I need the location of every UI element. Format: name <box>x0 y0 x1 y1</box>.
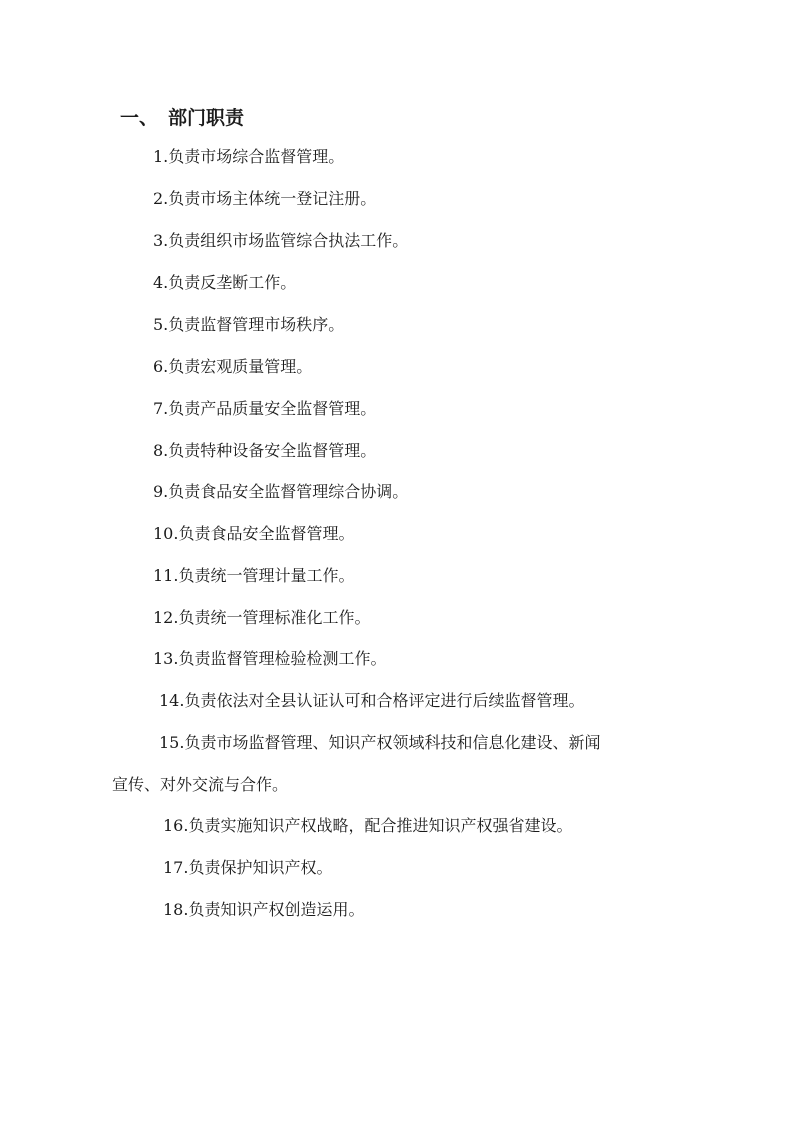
duty-number: 14. <box>159 691 185 710</box>
duty-text: 负责监督管理检验检测工作。 <box>178 649 387 668</box>
duty-number: 2. <box>153 189 169 208</box>
duty-number: 16. <box>163 816 189 835</box>
duty-item <box>153 388 376 430</box>
duty-item <box>153 513 354 555</box>
duty-text: 负责统一管理标准化工作。 <box>178 608 371 627</box>
duty-text: 负责市场监督管理、知识产权领域科技和信息化建设、新闻 <box>184 733 601 752</box>
duty-text: 负责宏观质量管理。 <box>168 357 313 376</box>
duty-text: 负责特种设备安全监督管理。 <box>168 441 377 460</box>
duty-item <box>153 346 312 388</box>
duty-text: 负责监督管理市场秩序。 <box>168 315 345 334</box>
duty-item <box>153 178 376 220</box>
duty-item <box>112 722 729 806</box>
duty-item <box>163 847 332 889</box>
duty-number: 9. <box>153 482 169 501</box>
duty-number: 17. <box>163 858 189 877</box>
duty-item <box>153 430 376 472</box>
duty-text: 负责统一管理计量工作。 <box>178 566 355 585</box>
duty-number: 12. <box>153 608 179 627</box>
duty-item <box>153 136 344 178</box>
duty-number: 7. <box>153 399 169 418</box>
duty-number: 1. <box>153 147 169 166</box>
duty-item <box>153 471 408 513</box>
duty-item <box>163 805 572 847</box>
duty-text: 负责保护知识产权。 <box>188 858 333 877</box>
duty-text: 负责食品安全监督管理。 <box>178 524 355 543</box>
duty-text: 负责依法对全县认证认可和合格评定进行后续监督管理。 <box>184 691 585 710</box>
duty-text: 负责实施知识产权战略，配合推进知识产权强省建设。 <box>188 816 573 835</box>
duty-number: 4. <box>153 273 169 292</box>
duty-item <box>153 597 370 639</box>
duty-number: 13. <box>153 649 179 668</box>
duty-item <box>153 638 386 680</box>
duty-item <box>163 889 364 931</box>
duty-item <box>159 680 584 722</box>
duty-text: 负责组织市场监管综合执法工作。 <box>168 231 409 250</box>
duty-text: 负责产品质量安全监督管理。 <box>168 399 377 418</box>
duty-text: 负责市场主体统一登记注册。 <box>168 189 377 208</box>
duty-number: 3. <box>153 231 169 250</box>
duty-item <box>153 555 354 597</box>
section-number: 一、 <box>120 107 159 129</box>
section-title: 部门职责 <box>168 107 245 129</box>
duty-text: 负责市场综合监督管理。 <box>168 147 345 166</box>
duty-item <box>153 304 344 346</box>
duty-item <box>153 262 296 304</box>
duty-number: 10. <box>153 524 179 543</box>
duty-text-continued: 宣传、对外交流与合作。 <box>112 775 289 794</box>
duty-text: 负责食品安全监督管理综合协调。 <box>168 482 409 501</box>
duty-text: 负责反垄断工作。 <box>168 273 297 292</box>
duty-number: 8. <box>153 441 169 460</box>
duty-item <box>153 220 408 262</box>
duty-text: 负责知识产权创造运用。 <box>188 900 365 919</box>
duty-number: 11. <box>153 566 179 585</box>
duty-number: 6. <box>153 357 169 376</box>
duty-number: 5. <box>153 315 169 334</box>
duty-number: 15. <box>159 733 185 752</box>
duty-number: 18. <box>163 900 189 919</box>
